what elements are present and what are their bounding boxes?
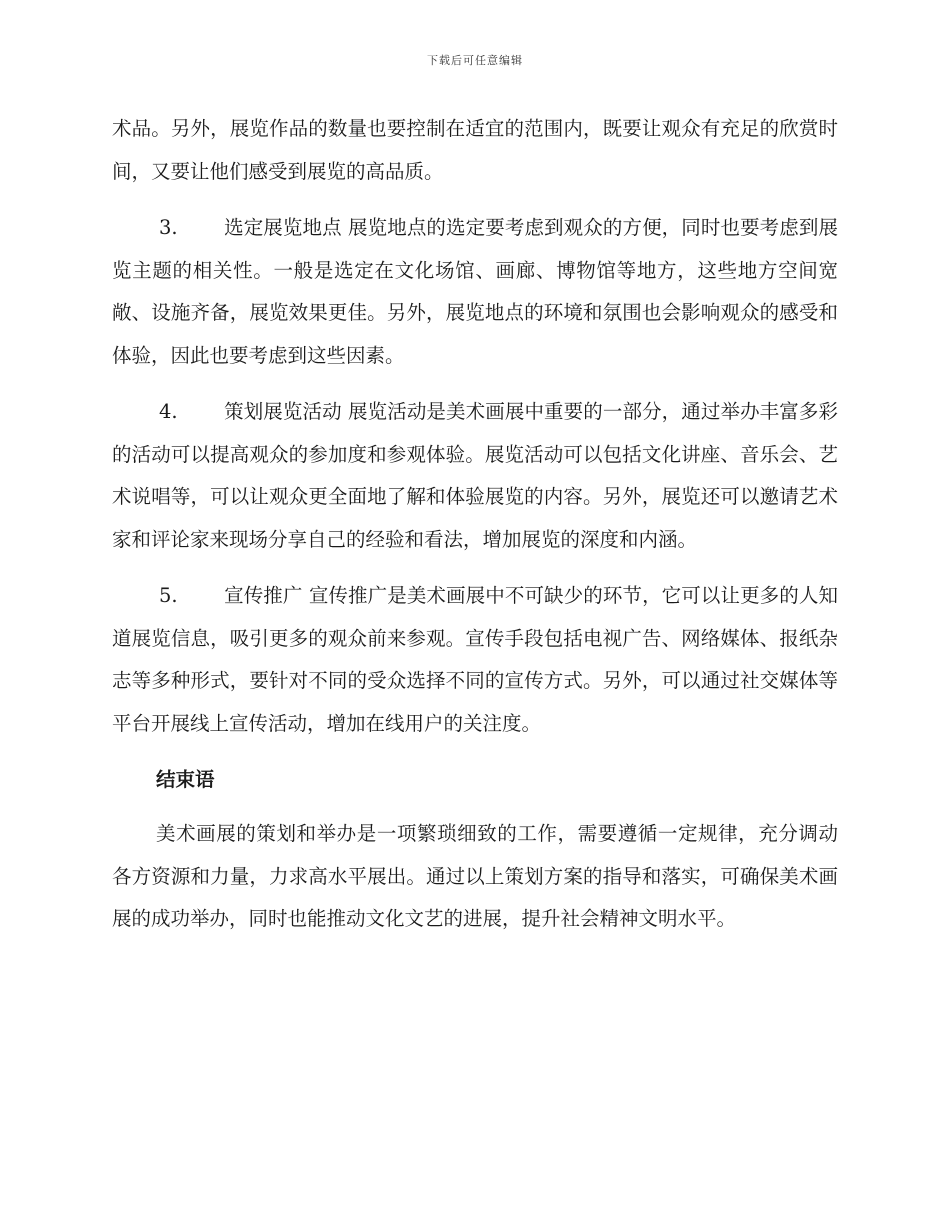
- section-heading-conclusion: 结束语: [156, 768, 215, 791]
- list-item-5: [112, 575, 838, 745]
- list-item-text: 宣传推广 宣传推广是美术画展中不可缺少的环节，它可以让更多的人知道展览信息，吸引更多的观众前来参观。宣传手段包括电视广告、网络媒体、报纸杂志等多种形式，要针对不同的受众选择不同的宣传方式。另外，可以通过社交媒体等平台开展线上宣传活动，增加在线用户的关注度。: [112, 584, 838, 735]
- list-item-text: 策划展览活动 展览活动是美术画展中重要的一部分，通过举办丰富多彩的活动可以提高观众的参加度和参观体验。展览活动可以包括文化讲座、音乐会、艺术说唱等，可以让观众更全面地了解和体验展览的内容。另外，展览还可以邀请艺术家和评论家来现场分享自己的经验和看法，增加展览的深度和内涵。: [112, 400, 838, 551]
- list-item-3: [112, 207, 838, 377]
- list-item-4: [112, 391, 838, 561]
- page-header: 下载后可任意编辑: [427, 54, 523, 67]
- list-item-number: 4.: [159, 400, 178, 423]
- document-body: [112, 108, 838, 955]
- list-item-text: 选定展览地点 展览地点的选定要考虑到观众的方便，同时也要考虑到展览主题的相关性。一般是选定在文化场馆、画廊、博物馆等地方，这些地方空间宽敞、设施齐备，展览效果更佳。另外，展览地点的环境和氛围也会影响观众的感受和体验，因此也要考虑到这些因素。: [112, 216, 838, 367]
- list-item-number: 5.: [159, 584, 178, 607]
- paragraph-continuation: 术品。另外，展览作品的数量也要控制在适宜的范围内，既要让观众有充足的欣赏时间，又要让他们感受到展览的高品质。: [112, 117, 838, 183]
- conclusion-paragraph: 美术画展的策划和举办是一项繁琐细致的工作，需要遵循一定规律，充分调动各方资源和力量，力求高水平展出。通过以上策划方案的指导和落实，可确保美术画展的成功举办，同时也能推动文化文艺的进展，提升社会精神文明水平。: [112, 822, 838, 930]
- list-item-number: 3.: [159, 216, 178, 239]
